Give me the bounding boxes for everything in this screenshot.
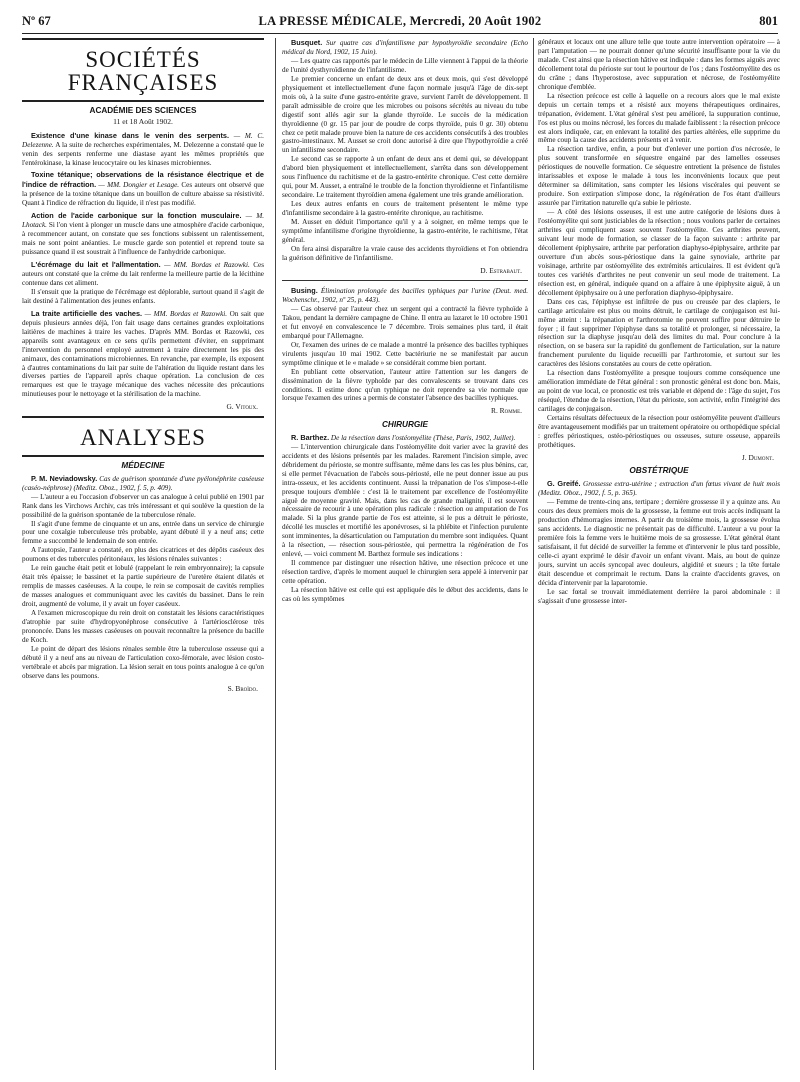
entry-paragraph: Il s'ensuit que la pratique de l'écrémage est déplorable, surtout quand il s'agit de lait destiné à l'alimentation des jeunes enfants.	[22, 287, 264, 305]
article-source: (Meditz. Oboz., 1902, f. 5, p. 365).	[538, 489, 638, 498]
entry-author: — M. C. Delezenne.	[22, 131, 264, 149]
paragraph: A l'examen microscopique du rein droit on constatait les lésions caractéristiques d'atrophie par suite d'hydropyonéphrose consécutive à l'artériosclérose très prononcée. Dans les masses caséeuses on pouvait reconnaître la présence du bacille de Koch.	[22, 609, 264, 644]
section-title-societes: SOCIÉTÉS FRANÇAISES	[67, 47, 219, 95]
paragraph: — Femme de trente-cinq ans, tertipare ; dernière grossesse il y a quinze ans. Au cours des deux premiers mois de la grossesse, la femme eut trois accès indiquant la production d'hémorragies internes. A partir du troisième mois, la grossesse évolua sans accidents. Le diagnostic ne présentait pas de difficulté. L'auteur a vu pour la première fois la femme vers le huitième mois de sa grossesse. L'état général étant satisfaisant, il fut décidé de surveiller la femme et d'intervenir le plus tard possible, celle-ci ayant exprimé le désir d'avoir un enfant vivant. Mais, au bout de quinze jours, survint un accès syncopal avec douleurs, algidité et sueurs ; la tête fœtale était descendue et comprimait le rectum. Dans la crainte d'accidents graves, on décida d'intervenir par la laparotomie.	[538, 498, 780, 587]
paragraph: Le rein gauche était petit et lobulé (rappelant le rein embryonnaire); la capsule était très épaisse; le bassinet et la partie supérieure de l'uretère étaient dilatés et remplis de masses caséeuses. A la coupe, le rein se composait de cavités remplies de masses analogues et communiquant avec les cavités du bassinet. Dans le rein droit, augmenté de volume, il y avait un foyer caséeux.	[22, 564, 264, 609]
entry-author: — MM. Bordas et Razowki.	[144, 309, 228, 318]
section-bar	[22, 455, 264, 457]
analysis-article	[22, 474, 264, 681]
article-source: (Echo médical du Nord, 1902, 15 Juin).	[282, 39, 528, 56]
paragraph: Il commence par distinguer une résection hâtive, une résection précoce et une résection tardive, d'après le moment auquel le chirurgien sera appelé à intervenir par cette opération.	[282, 559, 528, 586]
article-body-continued	[538, 38, 780, 450]
paragraph: Or, l'examen des urines de ce malade a montré la présence des bacilles typhiques virulents jusqu'au 10 mai 1902. Cette bactériurie ne se manifestait par aucun symptôme clinique et le « malade » se considérait comme bien portant.	[282, 340, 528, 367]
article-body	[282, 305, 528, 403]
paragraph: Le premier concerne un enfant de deux ans et deux mois, qui s'est développé physiquement et intellectuellement d'une façon normale jusqu'à l'âge de dix-sept mois où, à la suite d'une gastro-entérite grave, survient l'arrêt de développement. Il paraît admissible de croire que les microbes ou poisons sécrétés au niveau du tube digestif sont allés agir sur la glande thyroïde. Le succès de la médication thyroïdienne (0 gr. 15 par jour de poudre de corps thyroïde, puis 0 gr. 30) obtenu chez ce petit malade prouve bien la nature de ces accidents consécutifs à des troubles gastro-intestinaux. M. Ausset se croit donc autorisé à dire que l'hypothyroïdie a créé un infantilisme secondaire.	[282, 74, 528, 155]
article-title: Élimination prolongée des bacilles typhiques par l'urine	[320, 287, 491, 296]
paragraph: Le second cas se rapporte à un enfant de deux ans et demi qui, se développant d'abord bien physiquement et intellectuellement, s'arrêta dans son développement sous l'influence du rachitisme et de la gastro-entérite chronique. C'est cette dernière qui, pour M. Ausset, a entraîné le trouble de la fonction thyroïdienne et l'infantilisme secondaire. Le traitement thyroïdien amena également une très grande amélioration.	[282, 155, 528, 200]
paragraph: — L'intervention chirurgicale dans l'ostéomyélite doit varier avec la gravité des accidents et des lésions présentés par les malades. Rarement l'incision simple, avec débridement du périoste, se montre suffisante, même dans les cas les plus bénins, car, si elle permet l'évacuation de l'abcès sous-périosté, elle ne peut donner issue au pus intra-osseux, et les accidents continuent. Aussi la trépanation de l'os s'impose-t-elle presque toujours d'emblée : c'est là le traitement par excellence de l'ostéomyélite aiguë de moyenne gravité. Mais, dans les cas de grande malignité, il est souvent nécessaire de recourir à une opération plus radicale : résection ou amputation de l'os malade. Si la plus grande partie de l'os est atteinte, si le pus a détruit le périoste, décollé les muscles et mortifié les aponévroses, si la phlébite et l'infection purulente sont imminentes, la désarticulation ou l'amputation du membre sont indiquées. Quant à la résection, — résection sous-périostée, qui permettra la régénération de l'os enlevé, — voici comment M. Barthez formule ses indications :	[282, 442, 528, 559]
paragraph: La résection tardive, enfin, a pour but d'enlever une portion d'os nécrosée, le plus souvent transformée en séquestre engainé par des lamelles osseuses périostiques de nouvelle formation. Ce séquestre entretient la présence de fistules intarissables et expose le malade à tous les inconvénients locaux que peut déterminer sa délimitation, sans compter les lésions viscérales qui peuvent se produire. Son extirpation s'impose donc, la régénération de l'os étant d'ailleurs assurée par l'irritation naturelle qu'a subie le périoste.	[538, 145, 780, 208]
section-title-analyses: ANALYSES	[80, 424, 206, 450]
paragraph: La résection précoce est celle à laquelle on a recours alors que le mal existe depuis un certain temps et a résisté aux moyens thérapeutiques ordinaires, trépanation, évidement. L'état général s'est peu amélioré, la suppuration continue, l'os est plus ou moins nécrosé, les forces du malade faiblissent : la résection précoce est alors indiquée, car, en enlevant la totalité des parties altérées, elle supprime du même coup la cause des accidents présents et à venir.	[538, 91, 780, 145]
article-title: Sur quatre cas d'infantilisme par hypothyroïdie secondaire	[326, 39, 508, 47]
analysis-article	[282, 433, 528, 604]
entry-text: On sait que depuis plusieurs années déjà, l'on fait usage dans certaines grandes exploitations laitières de machines à traire les vaches. D'après MM. Bordas et Razowki, ces appareils sont avantageux en ce sens qu'ils permettent d'éviter, en supprimant l'intervention du personnel employé autrement à traire directement les pis des animaux, des contaminations microbiennes. En revanche, par exemple, ils exposent à d'autres contaminations du lait par suite de l'altération du liquide restant dans les diverses parties de l'appareil après chaque opération. La conclusion de ces remarques est que le trayage mécanique des vaches nécessite des précautions minutieuses pour le nettoyage et la stérilisation de la machine.	[22, 309, 264, 399]
entry-text: Ces auteurs ont observé que la présence de la toxine tétanique dans un bouillon de culture abaisse sa résistivité. Quant à l'indice de réfraction du liquide, il n'est pas modifié.	[22, 181, 264, 208]
article-author: P. M. Neviadowsky.	[31, 473, 98, 483]
section-bar	[22, 38, 264, 40]
signature: G. Vitoux.	[226, 402, 258, 412]
paragraph: Certains résultats défectueux de la résection pour ostéomyélite peuvent d'ailleurs être avantageusement modifiés par un traitement opératoire ou orthopédique spécial : greffes périostiques, ostéo-périostiques ou osseuses, suture osseuse, appareils prothétiques.	[538, 414, 780, 449]
issue-number: Nº 67	[22, 14, 51, 28]
page-header	[22, 14, 778, 32]
society-entry	[22, 211, 264, 257]
analysis-article	[282, 286, 528, 403]
category-heading: CHIRURGIE	[382, 419, 428, 429]
entry-text: A la suite de recherches expérimentales, M. Delezenne a constaté que le venin des serpents renferme une diastase ayant les mêmes propriétés que l'entérokinase, la kinase leucocytaire ou les kinases microbiennes.	[22, 140, 264, 167]
paragraph: La résection hâtive est celle qui est appliquée dès le début des accidents, dans le cas où les symptômes	[282, 586, 528, 604]
analysis-article	[538, 479, 780, 605]
entry-heading: La traite artificielle des vaches.	[31, 308, 143, 318]
section-bar	[22, 100, 264, 102]
entry-author: — M. Lhotack.	[22, 212, 264, 230]
column-3	[538, 38, 780, 606]
paragraph: — L'auteur a eu l'occasion d'observer un cas analogue à celui publié en 1901 par Rank dans les Virchows Archiv, cas très intéressant et qui soulève la question de la possibilité de la guérison spontanée de la tuberculose rénale.	[22, 492, 264, 519]
article-source: (Thèse, Paris, 1902, Juillet).	[433, 433, 516, 442]
paragraph: Dans ces cas, l'épiphyse est infiltrée de pus ou creusée par des clapiers, le cartilage articulaire est plus ou moins détruit, le cartilage de conjugaison est lui-même atteint : la trépanation et l'arthrotomie ne peuvent suffire pour détruire le foyer ; il faut supprimer l'épiphyse dans sa totalité et prolonger, si nécessaire, la résection sur la diaphyse jusqu'au delà des limites du mal. Pour conclure à la résection, on se basera sur la rapidité du gonflement de l'articulation, sur la nature franchement purulente du liquide recueilli par l'arthrotomie, et surtout sur les caractères des lésions constatées au cours de cette opération.	[538, 297, 780, 369]
signature: J. Dumont.	[741, 452, 774, 462]
academy-heading: ACADÉMIE DES SCIENCES	[89, 106, 197, 115]
article-title: De la résection dans l'ostéomyélite	[330, 433, 432, 442]
signature: R. Romme.	[491, 406, 522, 416]
paragraph: A l'autopsie, l'auteur a constaté, en plus des cicatrices et des dépôts caséeux des poumons et des tubercules péritonéaux, les lésions rénales suivantes :	[22, 546, 264, 564]
column-2	[282, 38, 528, 604]
article-body	[538, 498, 780, 605]
session-date: 11 et 18 Août 1902.	[113, 117, 173, 127]
entry-text: Ces auteurs ont constaté que la crème du lait renferme la meilleure partie de la lécithine contenue dans cet aliment.	[22, 261, 264, 287]
signature: D. Estrabaut.	[480, 265, 522, 275]
column-1	[22, 38, 264, 696]
article-lead	[282, 38, 528, 57]
entry-heading: L'écrémage du lait et l'allmentation.	[31, 260, 161, 270]
article-lead	[538, 479, 780, 498]
entry-heading: Existence d'une kinase dans le venin des serpents.	[31, 130, 229, 140]
entry-paragraph	[22, 211, 264, 257]
paragraph: La résection dans l'ostéomyélite a presque toujours comme conséquence une amélioration immédiate de l'état général : son pronostic général est donc bon. Mais, au point de vue local, ce pronostic est très variable et dépend de : l'âge du sujet, l'os réséqué, l'étendue de la résection, l'état du périoste, son activité, enfin l'intégrité des cartilages de conjugaison.	[538, 369, 780, 414]
header-rule	[22, 33, 778, 34]
article-title: Grossesse extra-utérine ; extraction d'un fœtus vivant de huit mois	[583, 480, 780, 489]
article-body	[282, 57, 528, 263]
paragraph: Le point de départ des lésions rénales semble être la tuberculose osseuse qui a débuté il y a neuf ans au niveau de l'articulation coxo-fémorale, avec lésion costo-vertébrale et abcès par migration. La lésion serait en tous points analogue à ce qu'on observe dans les poumons.	[22, 644, 264, 680]
article-author: Busquet.	[291, 38, 323, 47]
entry-paragraph	[22, 260, 264, 288]
societes-entries	[22, 131, 264, 400]
entry-heading: Toxine tétanique; observations de la résistance électrique et de l'indice de réfraction.	[22, 170, 264, 190]
signature: S. Broïdo.	[227, 683, 258, 693]
separator	[282, 280, 528, 281]
article-title: Cas de guérison spontanée d'une pyélonéphrite caséeuse (caséo-néphrose)	[22, 474, 264, 492]
entry-author: — MM. Bordas et Razowki.	[164, 261, 250, 270]
paragraph: généraux et locaux ont une allure telle que toute autre intervention opératoire — à part l'amputation — ne pourrait donner qu'une sécurité insuffisante pour la vie du malade. C'est ainsi que la résection hâtive est indiquée : dans les formes aiguës avec décollement total du périoste sur tout le pourtour de l'os ; dans l'ostéomyélite des os du crâne ; dans l'hyperostose, avec suppuration et nécrose, de l'ostéomyélite chronique d'emblée.	[538, 38, 780, 91]
article-lead	[282, 286, 528, 305]
society-entry	[22, 131, 264, 168]
paragraph: — A côté des lésions osseuses, il est une autre catégorie de lésions dues à l'ostéomyélite qui sont justiciables de la résection ; nous voulons parler de certaines arthrites qui compliquent assez souvent l'ostéomyélite. Ces arthrites peuvent, suivant leur mode de formation, se classer de la façon suivante : arthrite par décollement épiphysaire, arthrite par perforation diaphyso-épiphysaire, arthrite par ouverture d'un abcès sous-périostique dans la gaine synoviale, arthrite par voisinage, arthrite par ostéomyélite des extrémités articulaires. Il est évident qu'à toutes ces variétés d'arthrites ne peut convenir un seul mode de traitement. La résection est, en général, indiquée quand on a affaire à une épiphysite aiguë, à un décollement épiphysaire ou à une perforation diaphyso-épiphysaire.	[538, 208, 780, 297]
entry-paragraph	[22, 309, 264, 400]
article-lead	[282, 433, 528, 443]
society-entry	[22, 309, 264, 400]
paragraph: On fera ainsi disparaître la vraie cause des accidents thyroïdiens et l'on obtiendra la guérison définitive de l'infantilisme.	[282, 244, 528, 262]
category-heading: MÉDECINE	[121, 460, 165, 470]
article-author: G. Greifé.	[547, 479, 581, 489]
paragraph: — Cas observé par l'auteur chez un sergent qui a contracté la fièvre typhoïde à Takou, pendant la dernière campagne de Chine. Il entra au lazaret le 10 octobre 1901 et fut envoyé en convalescence le 7 décembre. Trois semaines plus tard, il était embarqué pour l'Allemagne.	[282, 304, 528, 340]
paragraph: — Les quatre cas rapportés par le médecin de Lille viennent à l'appui de la théorie de l'unité dysthyroïdienne de l'infantilisme.	[282, 56, 528, 74]
entry-author: — MM. Dongier et Lesage.	[98, 181, 180, 190]
category-heading: OBSTÉTRIQUE	[629, 466, 689, 476]
entry-heading: Action de l'acide carbonique sur la fonction musculaire.	[31, 211, 242, 221]
column-divider	[533, 38, 534, 1070]
analysis-article	[282, 38, 528, 263]
paragraph: Le sac fœtal se trouvait immédiatement derrière la paroi abdominale : il s'agissait d'une grossesse inter-	[538, 587, 780, 605]
section-bar	[22, 416, 264, 418]
paragraph: En publiant cette observation, l'auteur attire l'attention sur les dangers de dissémination de la fièvre typhoïde par des convalescents se trouvant dans ces conditions. Il estime donc qu'un typhique ne doit reprendre sa vie normale que lorsque l'examen des urines a permis de constater l'absence des bacilles typhiques.	[282, 367, 528, 403]
article-lead	[22, 474, 264, 493]
society-entry	[22, 170, 264, 208]
paragraph: Il s'agit d'une femme de cinquante et un ans, entrée dans un service de chirurgie pour une coxalgie tuberculeuse très probable, ayant débuté il y a neuf ans; cette femme a succombé le lendemain de son entrée.	[22, 519, 264, 546]
paragraph: Les deux autres enfants en cours de traitement présentent le même type d'infantilisme secondaire à la gastro-entérite chronique, au rachitisme.	[282, 200, 528, 218]
entry-paragraph	[22, 131, 264, 168]
article-source: (Meditz. Oboz., 1902, f. 5, p. 409).	[73, 483, 173, 492]
column-divider	[275, 38, 276, 1070]
page-number: 801	[759, 14, 778, 28]
paragraph: M. Ausset en déduit l'importance qu'il y a à soigner, en même temps que le symptôme infantilisme d'origine thyroïdienne, la gastro-entérite, le rachitisme, l'état général.	[282, 218, 528, 244]
article-author: Busing.	[291, 286, 318, 296]
article-source: (Deut. med. Wochenschr., 1902, nº 25, p. 443).	[282, 287, 528, 304]
society-entry	[22, 260, 264, 306]
entry-paragraph	[22, 170, 264, 208]
journal-title: LA PRESSE MÉDICALE, Mercredi, 20 Août 1902	[258, 14, 542, 28]
entry-text: Si l'on vient à plonger un muscle dans une atmosphère d'acide carbonique, à recommencer autant, on constate que ses fonctions subissent un ralentissement, mais ne sont point anéanties. Le muscle garde son potentiel et reprend toute sa puissance quand il est soustrait à l'influence de l'anhydride carbonique.	[22, 221, 264, 257]
article-author: R. Barthez.	[291, 432, 330, 442]
article-body	[22, 493, 264, 681]
article-body	[282, 443, 528, 604]
